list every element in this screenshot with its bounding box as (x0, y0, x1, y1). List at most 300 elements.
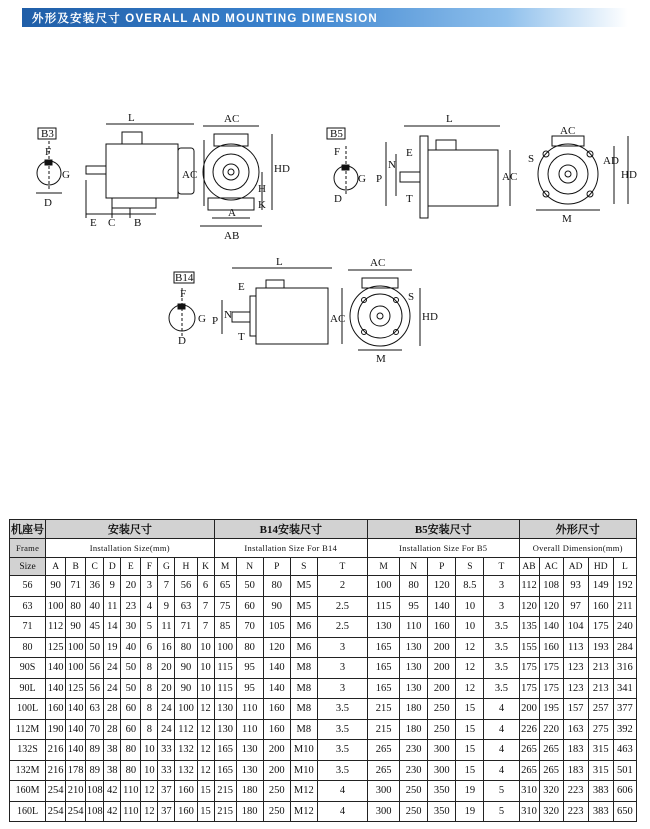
group-install-subtitle: Installation Size(mm) (46, 539, 214, 558)
table-cell: 112 (519, 576, 539, 597)
svg-text:P: P (376, 173, 383, 185)
table-cell: 36 (86, 576, 104, 597)
table-cell: 40 (86, 596, 104, 617)
table-cell: 250 (428, 699, 456, 720)
table-cell: M5 (290, 596, 317, 617)
table-cell: 300 (428, 740, 456, 761)
table-cell: 310 (519, 801, 539, 822)
table-cell: M10 (290, 760, 317, 781)
svg-text:AC: AC (502, 171, 518, 183)
b14-end-view (348, 270, 420, 350)
table-cell: 113 (563, 637, 588, 658)
table-cell: 95 (236, 678, 263, 699)
table-cell: 90 (263, 596, 290, 617)
table-cell: 11 (104, 596, 121, 617)
table-row (10, 801, 637, 822)
table-cell: 123 (563, 658, 588, 679)
table-cell: 341 (613, 678, 636, 699)
table-cell: 200 (428, 658, 456, 679)
table-cell: 215 (214, 801, 236, 822)
table-cell: 250 (263, 801, 290, 822)
table-cell: 320 (539, 781, 563, 802)
table-cell: 12 (141, 781, 158, 802)
table-cell: 71 (175, 617, 197, 638)
group-overall-subtitle: Overall Dimension(mm) (519, 539, 637, 558)
table-cell: 115 (214, 658, 236, 679)
table-cell: 9 (104, 576, 121, 597)
table-cell: 70 (86, 719, 104, 740)
table-cell: 125 (66, 678, 86, 699)
table-cell: 160 (175, 781, 197, 802)
table-cell: 250 (428, 719, 456, 740)
svg-text:HD: HD (274, 163, 290, 175)
table-cell: 12 (197, 760, 214, 781)
table-cell: 130 (214, 699, 236, 720)
table-cell: 75 (214, 596, 236, 617)
table-cell: 160 (588, 596, 613, 617)
motor-outline-drawings (0, 80, 650, 380)
table-cell: 377 (613, 699, 636, 720)
table-row (10, 719, 637, 740)
table-cell: 140 (539, 617, 563, 638)
table-row (10, 658, 637, 679)
table-cell: 3.5 (317, 699, 367, 720)
table-cell: 45 (86, 617, 104, 638)
table-cell: 90 (46, 576, 66, 597)
table-cell: 10 (141, 740, 158, 761)
table-cell: 230 (400, 760, 428, 781)
table-cell: 28 (104, 719, 121, 740)
b3-dimension-labels (41, 112, 290, 242)
table-cell: 7 (197, 596, 214, 617)
table-cell: 200 (428, 637, 456, 658)
table-cell: 20 (121, 576, 141, 597)
table-cell: 7 (197, 617, 214, 638)
table-cell: 100 (46, 596, 66, 617)
table-cell: 215 (214, 781, 236, 802)
group-overall-title: 外形尺寸 (519, 520, 637, 539)
table-cell: 24 (104, 658, 121, 679)
table-cell: 40 (121, 637, 141, 658)
table-cell: 71 (66, 576, 86, 597)
svg-text:S: S (528, 153, 535, 165)
table-cell: 3.5 (317, 760, 367, 781)
table-row (10, 617, 637, 638)
table-cell: 4 (317, 781, 367, 802)
table-cell: 140 (428, 596, 456, 617)
table-cell: 112 (175, 719, 197, 740)
table-cell: 15 (456, 699, 484, 720)
svg-text:P: P (212, 315, 219, 327)
table-cell: 200 (263, 760, 290, 781)
table-cell: 160 (263, 699, 290, 720)
column-header: C (86, 558, 104, 576)
table-cell: 223 (563, 801, 588, 822)
table-cell: 80 (236, 637, 263, 658)
svg-text:T: T (238, 331, 245, 343)
table-cell: 257 (588, 699, 613, 720)
table-cell: 254 (46, 781, 66, 802)
svg-text:AC: AC (560, 125, 576, 137)
svg-text:HD: HD (621, 169, 637, 181)
table-cell: 216 (46, 760, 66, 781)
svg-text:E: E (90, 217, 97, 229)
svg-text:G: G (62, 169, 70, 181)
section-title: 外形及安装尺寸 OVERALL AND MOUNTING DIMENSION (32, 13, 378, 25)
table-cell: 23 (121, 596, 141, 617)
svg-text:AC: AC (330, 313, 346, 325)
table-cell: 3.5 (484, 637, 519, 658)
table-cell: 140 (46, 678, 66, 699)
table-row (10, 760, 637, 781)
table-cell: 19 (104, 637, 121, 658)
table-cell: 93 (563, 576, 588, 597)
table-cell: 6 (197, 576, 214, 597)
frame-header-en: Frame (10, 539, 46, 558)
table-cell: 160 (428, 617, 456, 638)
table-cell: 130 (214, 719, 236, 740)
table-cell: 165 (368, 678, 400, 699)
table-cell: 265 (539, 740, 563, 761)
table-cell: 110 (236, 699, 263, 720)
column-header: A (46, 558, 66, 576)
table-cell: 11 (158, 617, 175, 638)
table-cell: 63 (86, 699, 104, 720)
table-cell: 123 (563, 678, 588, 699)
column-header: D (104, 558, 121, 576)
table-cell: 216 (46, 740, 66, 761)
table-cell: 3.5 (317, 719, 367, 740)
table-cell: 24 (104, 678, 121, 699)
table-cell: 316 (613, 658, 636, 679)
column-header: P (428, 558, 456, 576)
table-cell: 33 (158, 760, 175, 781)
table-cell: 140 (66, 740, 86, 761)
column-header: H (175, 558, 197, 576)
column-header: F (141, 558, 158, 576)
table-cell: 130 (400, 637, 428, 658)
svg-text:A: A (228, 207, 236, 219)
table-cell: 50 (86, 637, 104, 658)
table-cell: 383 (588, 781, 613, 802)
svg-text:D: D (178, 335, 186, 347)
group-install-title: 安装尺寸 (46, 520, 214, 539)
table-cell: 250 (263, 781, 290, 802)
table-cell: 105 (263, 617, 290, 638)
table-cell: 12 (456, 637, 484, 658)
table-cell: 254 (46, 801, 66, 822)
table-cell: 155 (519, 637, 539, 658)
table-cell: 19 (456, 781, 484, 802)
table-cell: 135 (519, 617, 539, 638)
table-cell: 104 (563, 617, 588, 638)
table-cell: 120 (263, 637, 290, 658)
svg-text:K: K (258, 199, 266, 211)
table-cell: 12 (197, 719, 214, 740)
table-cell: 3.5 (484, 678, 519, 699)
svg-text:AC: AC (370, 257, 386, 269)
table-cell: 10 (141, 760, 158, 781)
table-cell: 4 (484, 699, 519, 720)
frame-size-cell: 90L (10, 678, 46, 699)
table-cell: 12 (456, 678, 484, 699)
table-cell: 108 (86, 781, 104, 802)
table-cell: 149 (588, 576, 613, 597)
table-cell: 2 (317, 576, 367, 597)
table-cell: 8 (141, 699, 158, 720)
table-cell: 85 (214, 617, 236, 638)
svg-text:AD: AD (603, 155, 619, 167)
table-cell: 315 (588, 740, 613, 761)
table-cell: 175 (519, 658, 539, 679)
table-cell: 125 (46, 637, 66, 658)
table-cell: 95 (236, 658, 263, 679)
table-cell: 240 (613, 617, 636, 638)
table-cell: M12 (290, 781, 317, 802)
table-cell: M10 (290, 740, 317, 761)
table-row (10, 699, 637, 720)
column-header: M (214, 558, 236, 576)
table-cell: 15 (456, 760, 484, 781)
table-cell: 38 (104, 760, 121, 781)
group-b5-title: B5安装尺寸 (368, 520, 519, 539)
column-header: L (613, 558, 636, 576)
table-cell: 15 (456, 719, 484, 740)
column-header: M (368, 558, 400, 576)
table-cell: 42 (104, 801, 121, 822)
b5-dimension-labels (330, 113, 637, 225)
table-cell: 110 (400, 617, 428, 638)
table-cell: 7 (158, 576, 175, 597)
table-cell: 8.5 (456, 576, 484, 597)
table-cell: 110 (236, 719, 263, 740)
table-cell: 15 (456, 740, 484, 761)
table-cell: 4 (484, 760, 519, 781)
column-header: S (290, 558, 317, 576)
table-cell: 115 (368, 596, 400, 617)
table-row (10, 740, 637, 761)
table-cell: 300 (368, 801, 400, 822)
table-cell: 56 (175, 576, 197, 597)
table-cell: M8 (290, 678, 317, 699)
frame-size-cell: 63 (10, 596, 46, 617)
table-cell: 200 (519, 699, 539, 720)
svg-text:H: H (258, 183, 266, 195)
table-cell: 315 (588, 760, 613, 781)
table-cell: 12 (197, 740, 214, 761)
svg-text:D: D (44, 197, 52, 209)
svg-text:F: F (180, 288, 187, 300)
table-row (10, 678, 637, 699)
svg-text:AC: AC (224, 113, 240, 125)
table-cell: 89 (86, 760, 104, 781)
table-cell: 463 (613, 740, 636, 761)
table-cell: 4 (317, 801, 367, 822)
table-cell: 24 (158, 699, 175, 720)
frame-size-cell: 56 (10, 576, 46, 597)
table-cell: 5 (484, 781, 519, 802)
table-cell: 20 (158, 678, 175, 699)
table-cell: 200 (263, 740, 290, 761)
table-cell: M6 (290, 617, 317, 638)
table-cell: 19 (456, 801, 484, 822)
table-cell: 254 (66, 801, 86, 822)
table-cell: 250 (400, 801, 428, 822)
table-cell: 112 (46, 617, 66, 638)
table-cell: 192 (613, 576, 636, 597)
column-header: T (317, 558, 367, 576)
table-cell: 175 (588, 617, 613, 638)
table-cell: 392 (613, 719, 636, 740)
table-cell: 37 (158, 781, 175, 802)
table-cell: 220 (539, 719, 563, 740)
table-cell: 3 (317, 678, 367, 699)
table-cell: 160 (46, 699, 66, 720)
table-cell: 130 (368, 617, 400, 638)
section-title-banner (22, 8, 628, 27)
table-cell: 30 (121, 617, 141, 638)
frame-size-cell: 112M (10, 719, 46, 740)
table-cell: 275 (588, 719, 613, 740)
svg-text:G: G (358, 173, 366, 185)
table-cell: 310 (519, 781, 539, 802)
table-cell: 265 (368, 760, 400, 781)
table-cell: 50 (121, 678, 141, 699)
table-row (10, 637, 637, 658)
table-cell: 3.5 (317, 740, 367, 761)
table-cell: 3.5 (484, 658, 519, 679)
table-cell: 100 (66, 637, 86, 658)
frame-size-cell: 90S (10, 658, 46, 679)
table-cell: 180 (236, 801, 263, 822)
table-cell: 163 (563, 719, 588, 740)
table-cell: 132 (175, 760, 197, 781)
table-cell: 350 (428, 801, 456, 822)
svg-text:G: G (198, 313, 206, 325)
table-cell: 80 (66, 596, 86, 617)
table-cell: M8 (290, 719, 317, 740)
table-cell: 501 (613, 760, 636, 781)
table-cell: 100 (368, 576, 400, 597)
column-header: S (456, 558, 484, 576)
table-cell: 80 (263, 576, 290, 597)
table-cell: 165 (368, 637, 400, 658)
table-cell: 3 (141, 576, 158, 597)
table-row (10, 781, 637, 802)
table-cell: 15 (197, 801, 214, 822)
table-cell: 195 (539, 699, 563, 720)
table-cell: 193 (588, 637, 613, 658)
column-header: B (66, 558, 86, 576)
table-cell: 60 (121, 699, 141, 720)
table-cell: 2.5 (317, 596, 367, 617)
table-cell: 284 (613, 637, 636, 658)
table-cell: 140 (66, 699, 86, 720)
table-cell: 157 (563, 699, 588, 720)
svg-text:L: L (128, 112, 135, 124)
svg-text:AB: AB (224, 230, 240, 242)
table-cell: 320 (539, 801, 563, 822)
table-cell: 24 (158, 719, 175, 740)
table-cell: 3 (484, 596, 519, 617)
frame-size-cell: 132M (10, 760, 46, 781)
table-cell: 130 (400, 678, 428, 699)
frame-header-cn: 机座号 (10, 520, 46, 539)
table-cell: 8 (141, 719, 158, 740)
table-cell: 175 (539, 658, 563, 679)
table-cell: 56 (86, 658, 104, 679)
table-cell: 300 (428, 760, 456, 781)
table-cell: 606 (613, 781, 636, 802)
svg-text:F: F (45, 146, 52, 158)
table-cell: 211 (613, 596, 636, 617)
table-cell: 10 (197, 678, 214, 699)
table-cell: 130 (400, 658, 428, 679)
table-cell: 180 (400, 719, 428, 740)
table-cell: 12 (456, 658, 484, 679)
table-cell: 60 (236, 596, 263, 617)
svg-text:C: C (108, 217, 116, 229)
table-cell: 33 (158, 740, 175, 761)
table-cell: 2.5 (317, 617, 367, 638)
table-cell: 5 (141, 617, 158, 638)
svg-text:F: F (334, 146, 341, 158)
table-cell: 4 (141, 596, 158, 617)
table-cell: 100 (214, 637, 236, 658)
frame-size-cell: 132S (10, 740, 46, 761)
svg-text:HD: HD (422, 311, 438, 323)
table-cell: 15 (197, 781, 214, 802)
table-cell: 175 (539, 678, 563, 699)
svg-text:E: E (406, 147, 413, 159)
table-cell: 10 (197, 637, 214, 658)
table-cell: 215 (368, 699, 400, 720)
frame-size-cell: 160M (10, 781, 46, 802)
table-cell: 14 (104, 617, 121, 638)
table-cell: 10 (197, 658, 214, 679)
table-cell: 350 (428, 781, 456, 802)
table-cell: 60 (121, 719, 141, 740)
column-header: AC (539, 558, 563, 576)
table-cell: 120 (539, 596, 563, 617)
table-row (10, 596, 637, 617)
b3-end-view (200, 126, 272, 226)
table-cell: 223 (563, 781, 588, 802)
table-cell: 10 (456, 596, 484, 617)
table-cell: M8 (290, 658, 317, 679)
table-cell: 108 (539, 576, 563, 597)
table-cell: 50 (121, 658, 141, 679)
svg-text:B: B (134, 217, 142, 229)
table-cell: 38 (104, 740, 121, 761)
svg-text:L: L (276, 256, 283, 268)
column-header: N (400, 558, 428, 576)
table-cell: 50 (236, 576, 263, 597)
table-cell: 3 (317, 637, 367, 658)
column-header: N (236, 558, 263, 576)
column-header: AD (563, 558, 588, 576)
b5-end-view (536, 136, 628, 210)
table-cell: 213 (588, 658, 613, 679)
table-cell: 100 (66, 658, 86, 679)
table-cell: 16 (158, 637, 175, 658)
table-cell: 97 (563, 596, 588, 617)
table-cell: 56 (86, 678, 104, 699)
table-cell: 210 (66, 781, 86, 802)
table-cell: 178 (66, 760, 86, 781)
table-cell: 63 (175, 596, 197, 617)
table-cell: 132 (175, 740, 197, 761)
